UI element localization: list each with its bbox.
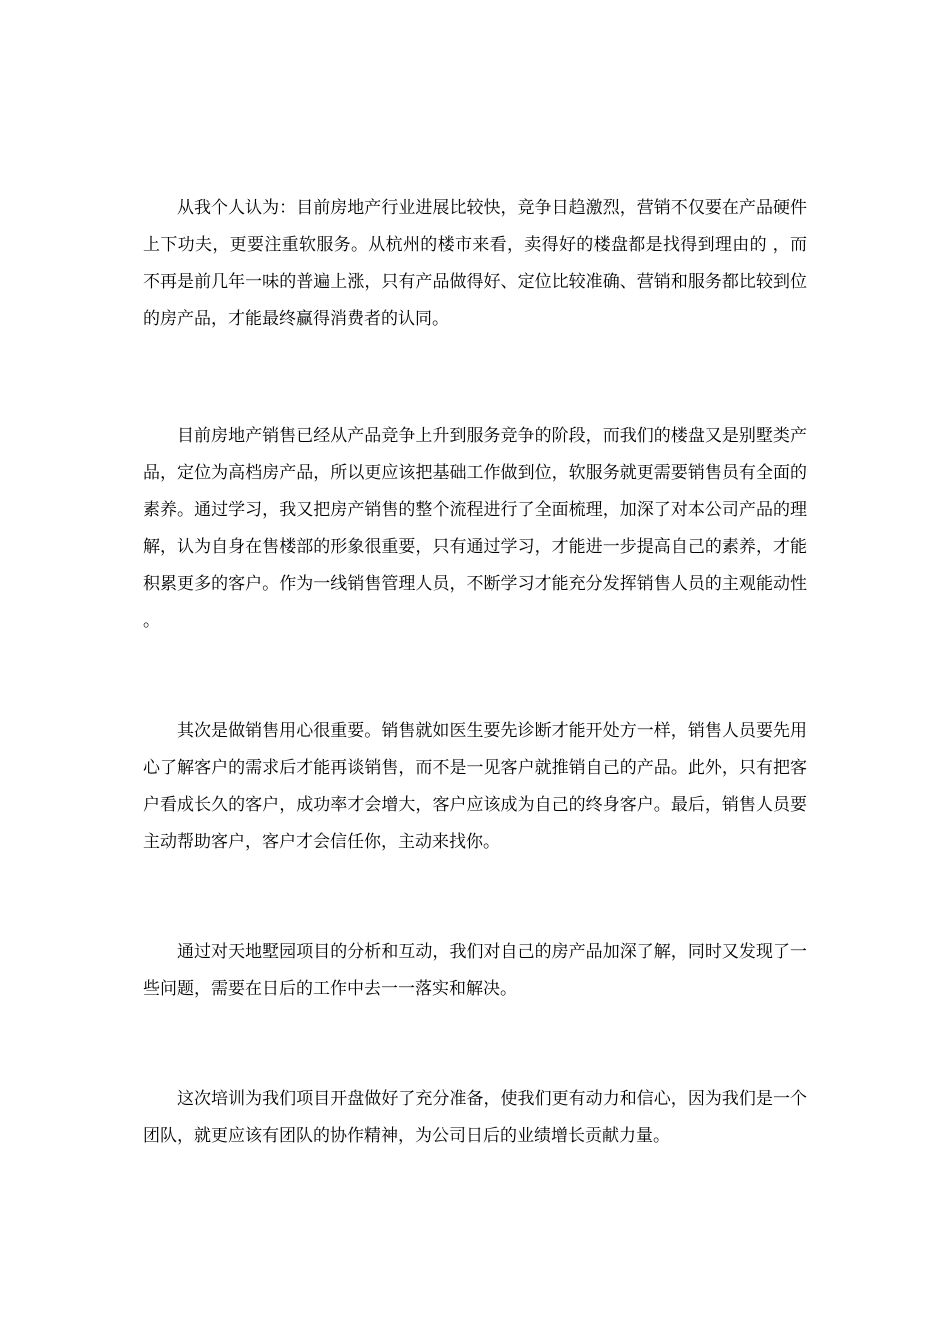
paragraph-spacer xyxy=(143,640,807,713)
paragraph-2: 目前房地产销售已经从产品竞争上升到服务竞争的阶段，而我们的楼盘又是别墅类产品，定位为高档房产品，所以更应该把基础工作做到位，软服务就更需要销售员有全面的素养。通过学习，我又把房产销售的整个流程进行了全面梳理，加深了对本公司产品的理解，认为自身在售楼部的形象很重要，只有通过学习，才能进一步提高自己的素养，才能积累更多的客户。作为一线销售管理人员，不断学习才能充分发挥销售人员的主观能动性。 xyxy=(143,426,807,631)
document-body xyxy=(143,190,807,1155)
paragraph-4: 通过对天地墅园项目的分析和互动，我们对自己的房产品加深了解，同时又发现了一些问题，需要在日后的工作中去一一落实和解决。 xyxy=(143,942,807,999)
paragraph-spacer xyxy=(143,1008,807,1081)
paragraph-spacer xyxy=(143,338,807,418)
paragraph-5: 这次培训为我们项目开盘做好了充分准备，使我们更有动力和信心，因为我们是一个团队，就更应该有团队的协作精神，为公司日后的业绩增长贡献力量。 xyxy=(143,1089,807,1146)
paragraph-3: 其次是做销售用心很重要。销售就如医生要先诊断才能开处方一样，销售人员要先用心了解客户的需求后才能再谈销售，而不是一见客户就推销自己的产品。此外，只有把客户看成长久的客户，成功率才会增大，客户应该成为自己的终身客户。最后，销售人员要主动帮助客户，客户才会信任你，主动来找你。 xyxy=(143,721,807,852)
paragraph-spacer xyxy=(143,861,807,934)
paragraph-1: 从我个人认为：目前房地产行业进展比较快，竞争日趋激烈，营销不仅要在产品硬件上下功夫，更要注重软服务。从杭州的楼市来看，卖得好的楼盘都是找得到理由的 ，而不再是前几年一味的普遍上涨，只有产品做得好、定位比较准确、营销和服务都比较到位的房产品，才能最终赢得消费者的认同。 xyxy=(143,198,807,329)
